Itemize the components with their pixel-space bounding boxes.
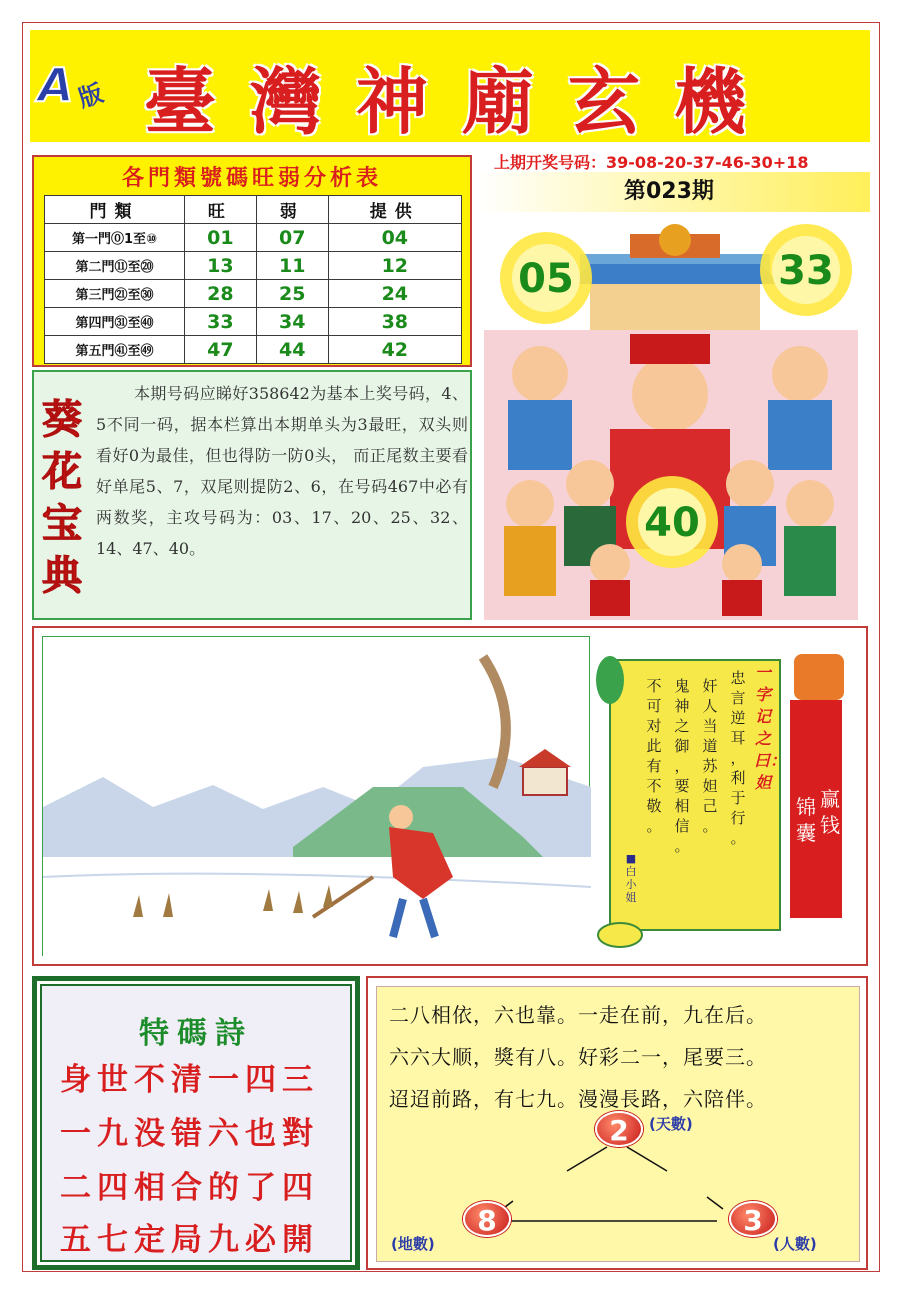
column-header: 提供 bbox=[328, 196, 461, 224]
table-row bbox=[45, 252, 462, 280]
issue-number: 第023期 bbox=[476, 172, 870, 212]
wang-cell: 47 bbox=[185, 336, 257, 364]
scroll-title: 一字记之曰：妲 bbox=[754, 663, 787, 792]
farmer-scene-illustration bbox=[42, 636, 590, 956]
poem-line: 身世不清一四三 bbox=[60, 1062, 319, 1098]
lucky-ball-center: 40 bbox=[644, 500, 700, 546]
riddle-line: 六六大顺，獎有八。好彩二一，尾要三。 bbox=[389, 1045, 767, 1069]
banner-text-win-money: 赢钱 bbox=[820, 787, 840, 837]
column-header: 門類 bbox=[45, 196, 185, 224]
heaven-label: (天數) bbox=[649, 1115, 693, 1133]
page-title: 臺灣神廟玄機 bbox=[144, 59, 781, 144]
tigong-cell: 04 bbox=[328, 224, 461, 252]
door-cell: 第五門㊶至㊾ bbox=[45, 336, 185, 364]
human-label: (人數) bbox=[773, 1235, 817, 1253]
riddle-panel bbox=[366, 976, 868, 1270]
table-row bbox=[45, 336, 462, 364]
column-header: 旺 bbox=[185, 196, 257, 224]
temple-illustration bbox=[480, 214, 862, 620]
analysis-title: 各門類號碼旺弱分析表 bbox=[121, 166, 382, 191]
heaven-number: 2 bbox=[595, 1111, 643, 1147]
earth-number: 8 bbox=[463, 1201, 511, 1237]
poem-line: 五七定局九必開 bbox=[60, 1222, 319, 1258]
analysis-table bbox=[44, 195, 462, 364]
wang-cell: 13 bbox=[185, 252, 257, 280]
scroll-column: 忠言逆耳，利于行。 bbox=[730, 669, 746, 847]
sunflower-analysis-panel bbox=[32, 370, 472, 620]
table-header-row bbox=[45, 196, 462, 224]
tigong-cell: 38 bbox=[328, 308, 461, 336]
banner-text-brocade-bag: 锦囊 bbox=[796, 795, 816, 845]
table-row bbox=[45, 308, 462, 336]
column-header: 弱 bbox=[256, 196, 328, 224]
human-number: 3 bbox=[729, 1201, 777, 1237]
scroll-column: 鬼神之御，要相信。 bbox=[674, 677, 690, 855]
edition-badge-suffix: 版 bbox=[75, 78, 107, 113]
banner-decoration-icon bbox=[794, 654, 844, 700]
poem-line: 一九没错六也對 bbox=[60, 1116, 319, 1152]
previous-draw-numbers: 上期开奖号码：39-08-20-37-46-30+18 bbox=[494, 153, 809, 172]
scroll-column: 不可对此有不敬。 bbox=[646, 677, 662, 835]
lucky-ball-right: 33 bbox=[778, 248, 834, 294]
scroll-author: ■白小姐 bbox=[625, 852, 637, 904]
poem-title: 特碼詩 bbox=[139, 1016, 253, 1051]
wang-cell: 01 bbox=[185, 224, 257, 252]
analysis-table-panel bbox=[32, 155, 472, 367]
sunflower-text: 本期号码应睇好358642为基本上奖号码，4、5不同一码，据本栏算出本期单头为3最旺，双头则看好0为最佳，但也得防一防0头， 而正尾数主要看好单尾5、7，双尾则提防2、6，在号码467中必有两数奖，主攻号码为：03、17、20、25、32、14、47、40。 bbox=[96, 384, 468, 558]
ruo-cell: 34 bbox=[256, 308, 328, 336]
sunflower-title: 葵花宝典 bbox=[42, 396, 82, 599]
lucky-ball-left: 05 bbox=[518, 256, 574, 302]
ruo-cell: 11 bbox=[256, 252, 328, 280]
earth-label: (地數) bbox=[391, 1235, 435, 1253]
door-cell: 第四門㉛至㊵ bbox=[45, 308, 185, 336]
wang-cell: 28 bbox=[185, 280, 257, 308]
ruo-cell: 44 bbox=[256, 336, 328, 364]
riddle-inner bbox=[376, 986, 860, 1262]
poem-line: 二四相合的了四 bbox=[60, 1170, 319, 1206]
riddle-line: 二八相依，六也靠。一走在前，九在后。 bbox=[389, 1003, 767, 1027]
ruo-cell: 07 bbox=[256, 224, 328, 252]
tigong-cell: 24 bbox=[328, 280, 461, 308]
table-row bbox=[45, 280, 462, 308]
scroll-column: 奸人当道苏妲己。 bbox=[702, 677, 718, 835]
farmer-artwork bbox=[43, 637, 591, 957]
door-cell: 第二門⑪至⑳ bbox=[45, 252, 185, 280]
door-cell: 第三門㉑至㉚ bbox=[45, 280, 185, 308]
tigong-cell: 42 bbox=[328, 336, 461, 364]
tigong-cell: 12 bbox=[328, 252, 461, 280]
poem-inner bbox=[40, 984, 352, 1262]
table-row bbox=[45, 224, 462, 252]
door-cell: 第一門⓪1至⑩ bbox=[45, 224, 185, 252]
ruo-cell: 25 bbox=[256, 280, 328, 308]
special-code-poem-panel bbox=[32, 976, 360, 1270]
edition-badge-letter: A bbox=[38, 58, 74, 112]
wang-cell: 33 bbox=[185, 308, 257, 336]
riddle-line: 迢迢前路，有七九。漫漫長路，六陪伴。 bbox=[389, 1087, 767, 1111]
